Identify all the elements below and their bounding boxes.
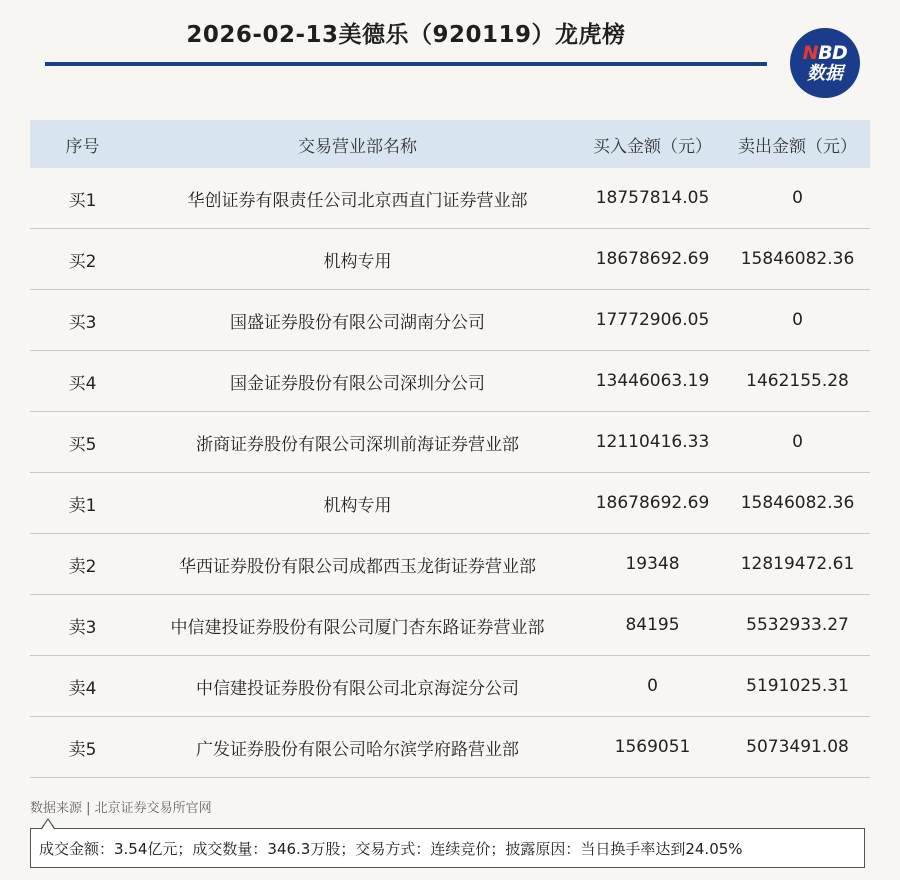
logo-line2: 数据 [807, 62, 843, 84]
cell-rank: 卖2 [30, 534, 135, 595]
cell-sell: 5191025.31 [725, 656, 870, 717]
table-row [30, 656, 870, 717]
table-row [30, 290, 870, 351]
trade-summary-text: 成交金额：3.54亿元；成交数量：346.3万股；交易方式：连续竞价；披露原因：当日换手率达到24.05% [39, 839, 743, 858]
column-header-buy: 买入金额（元） [580, 120, 725, 168]
cell-sell: 15846082.36 [725, 229, 870, 290]
cell-rank: 卖3 [30, 595, 135, 656]
cell-buy: 1569051 [580, 717, 725, 778]
cell-name: 华西证券股份有限公司成都西玉龙街证券营业部 [135, 534, 580, 595]
cell-name: 机构专用 [135, 473, 580, 534]
cell-name: 中信建投证券股份有限公司北京海淀分公司 [135, 656, 580, 717]
cell-sell: 15846082.36 [725, 473, 870, 534]
cell-buy: 13446063.19 [580, 351, 725, 412]
table-row [30, 351, 870, 412]
cell-sell: 0 [725, 412, 870, 473]
cell-sell: 1462155.28 [725, 351, 870, 412]
cell-buy: 12110416.33 [580, 412, 725, 473]
cell-rank: 买5 [30, 412, 135, 473]
title-underline [45, 62, 767, 66]
data-source: 数据来源 | 北京证券交易所官网 [30, 801, 212, 816]
cell-name: 浙商证券股份有限公司深圳前海证券营业部 [135, 412, 580, 473]
logo-letters: BD [818, 41, 848, 64]
cell-sell: 12819472.61 [725, 534, 870, 595]
cell-rank: 卖1 [30, 473, 135, 534]
trading-table [30, 120, 870, 778]
cell-buy: 18678692.69 [580, 229, 725, 290]
cell-rank: 买1 [30, 168, 135, 229]
table-row [30, 717, 870, 778]
cell-name: 华创证券有限责任公司北京西直门证券营业部 [135, 168, 580, 229]
cell-sell: 5532933.27 [725, 595, 870, 656]
cell-sell: 0 [725, 168, 870, 229]
cell-rank: 卖5 [30, 717, 135, 778]
cell-buy: 0 [580, 656, 725, 717]
table-row [30, 595, 870, 656]
nbd-logo [790, 28, 860, 98]
cell-name: 国金证券股份有限公司深圳分公司 [135, 351, 580, 412]
cell-name: 广发证券股份有限公司哈尔滨学府路营业部 [135, 717, 580, 778]
cell-rank: 卖4 [30, 656, 135, 717]
table-row [30, 168, 870, 229]
cell-sell: 0 [725, 290, 870, 351]
table-row [30, 534, 870, 595]
logo-line1 [802, 41, 848, 64]
page-title: 2026-02-13美德乐（920119）龙虎榜 [186, 22, 626, 48]
table-row [30, 412, 870, 473]
column-header-name: 交易营业部名称 [135, 120, 580, 168]
cell-rank: 买2 [30, 229, 135, 290]
cell-buy: 19348 [580, 534, 725, 595]
cell-name: 中信建投证券股份有限公司厦门杏东路证券营业部 [135, 595, 580, 656]
cell-sell: 5073491.08 [725, 717, 870, 778]
cell-rank: 买4 [30, 351, 135, 412]
trade-summary-box [30, 828, 865, 868]
callout-pointer-fill [42, 820, 54, 829]
cell-name: 国盛证券股份有限公司湖南分公司 [135, 290, 580, 351]
cell-buy: 84195 [580, 595, 725, 656]
cell-name: 机构专用 [135, 229, 580, 290]
logo-letter-accent: N [802, 41, 819, 64]
cell-rank: 买3 [30, 290, 135, 351]
table-row [30, 229, 870, 290]
column-header-sell: 卖出金额（元） [725, 120, 870, 168]
cell-buy: 18757814.05 [580, 168, 725, 229]
table-row [30, 473, 870, 534]
column-header-rank: 序号 [30, 120, 135, 168]
cell-buy: 18678692.69 [580, 473, 725, 534]
table-header-row [30, 120, 870, 168]
cell-buy: 17772906.05 [580, 290, 725, 351]
